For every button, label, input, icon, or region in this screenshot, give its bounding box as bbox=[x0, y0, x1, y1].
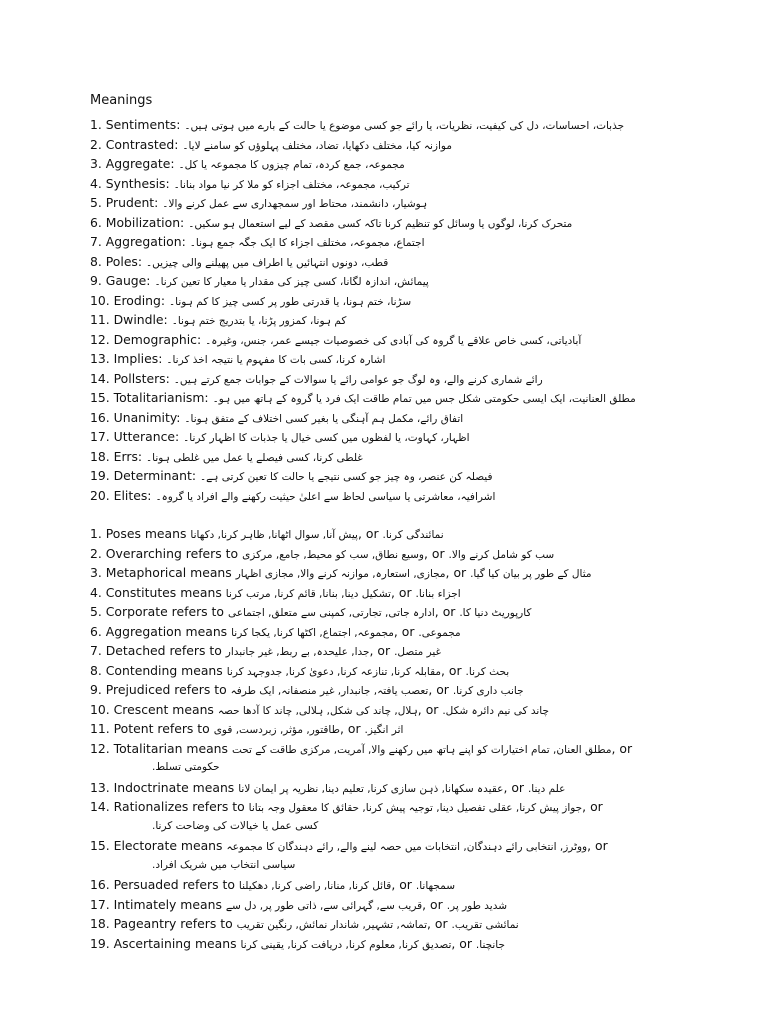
urdu-meaning: جذبات، احساسات، دل کی کیفیت، نظریات، یا رائے جو کسی موضوع یا حالت کے بارے میں ہوتی ہیں۔ bbox=[184, 120, 625, 132]
list-item: 4. Constitutes means تشکیل دینا, بنانا, قائم کرنا, مرتب کرنا, or اجزاء بنانا. bbox=[90, 584, 461, 600]
list-item: 18. Pageantry refers to تماشہ, تشہیر, شاندار نمائش, رنگین تقریب, or نمائشی تقریب. bbox=[90, 916, 519, 931]
list-item-continuation bbox=[90, 856, 690, 876]
term: 19. Determinant: bbox=[90, 468, 197, 483]
list-item-continuation bbox=[90, 758, 690, 778]
term: 10. Eroding: bbox=[90, 292, 166, 308]
or-separator: or bbox=[595, 838, 608, 853]
term: 9. Gauge: bbox=[90, 273, 151, 288]
term: 11. Potent refers to bbox=[90, 721, 210, 736]
urdu-meaning: طاقتور, مؤثر, زبردست, قوی bbox=[213, 724, 340, 736]
urdu-meaning: قطب، دونوں انتہائیں یا اطراف میں پھیلنے والی چیزیں۔ bbox=[146, 256, 389, 269]
or-separator: or bbox=[430, 896, 443, 912]
urdu-meaning: مطلق العنان, تمام اختیارات کو اپنے ہاتھ میں رکھنے والا, آمریت, مرکزی طاقت کے تحت bbox=[231, 743, 612, 756]
term: 5. Prudent: bbox=[90, 195, 159, 210]
term: 11. Dwindle: bbox=[90, 312, 168, 327]
list-item bbox=[90, 252, 690, 272]
meanings-list-2 bbox=[90, 524, 690, 953]
urdu-alternate: کسی عمل یا خیالات کی وضاحت کرنا. bbox=[152, 819, 319, 832]
urdu-meaning: اظہار، کہاوت، یا لفظوں میں کسی خیال یا جذبات کا اظہار کرنا۔ bbox=[183, 432, 470, 444]
or-separator: or bbox=[401, 623, 415, 639]
or-separator: or bbox=[448, 662, 462, 678]
list-item bbox=[90, 213, 690, 233]
meanings-list-1 bbox=[90, 115, 690, 505]
urdu-alternate: چاند کی نیم دائرہ شکل. bbox=[442, 704, 549, 717]
or-separator: or bbox=[377, 643, 391, 658]
term: 1. Sentiments: bbox=[90, 117, 181, 132]
list-item: 1. Poses means پیش آنا, سوال اٹھانا, ظاہر کرنا, دکھانا, or نمائندگی کرنا. bbox=[90, 526, 444, 541]
term: 13. Indoctrinate means bbox=[90, 779, 235, 795]
urdu-meaning: اجتماع، مجموعہ، مختلف اجزاء کا ایک جگہ جمع ہونا۔ bbox=[189, 237, 425, 249]
or-separator: or bbox=[425, 701, 439, 717]
urdu-alternate: نمائندگی کرنا. bbox=[382, 529, 444, 541]
urdu-meaning: سڑنا، ختم ہونا، یا قدرتی طور پر کسی چیز کا کم ہونا۔ bbox=[169, 295, 412, 308]
term: 8. Contending means bbox=[90, 662, 223, 678]
term: 4. Synthesis: bbox=[90, 175, 170, 191]
list-item bbox=[90, 330, 690, 350]
list-item: 13. Indoctrinate means عقیدہ سکھانا, ذہن سازی کرنا, تعلیم دینا, نظریہ پر ایمان لانا, or علم دینا. bbox=[90, 779, 566, 795]
urdu-meaning: ادارہ جاتی, تجارتی, کمپنی سے متعلق, اجتماعی bbox=[227, 607, 435, 619]
urdu-meaning: تصدیق کرنا, معلوم کرنا, دریافت کرنا, یقینی کرنا bbox=[240, 938, 452, 951]
term: 16. Persuaded refers to bbox=[90, 877, 235, 892]
list-item: 12. Totalitarian means مطلق العنان, تمام اختیارات کو اپنے ہاتھ میں رکھنے والا, آمریت, مرکزی طاقت کے تحت, or bbox=[90, 740, 633, 756]
urdu-meaning: ترکیب، مجموعہ، مختلف اجزاء کو ملا کر نیا مواد بنانا۔ bbox=[173, 178, 410, 191]
urdu-alternate: مثال کے طور پر بیان کیا گیا. bbox=[470, 568, 592, 580]
list-item bbox=[90, 291, 690, 311]
term: 13. Implies: bbox=[90, 351, 163, 366]
urdu-meaning: قائل کرنا, منانا, راضی کرنا, دھکیلنا bbox=[238, 880, 392, 892]
list-item bbox=[90, 388, 690, 408]
urdu-meaning: مطلق العنانیت، ایک ایسی حکومتی شکل جس میں تمام طاقت ایک فرد یا گروہ کے ہاتھ میں ہو۔ bbox=[212, 393, 636, 405]
list-item bbox=[90, 271, 690, 291]
urdu-meaning: عقیدہ سکھانا, ذہن سازی کرنا, تعلیم دینا, نظریہ پر ایمان لانا bbox=[238, 782, 504, 795]
term: 15. Totalitarianism: bbox=[90, 390, 209, 405]
urdu-meaning: مجموعہ، جمع کردہ، تمام چیزوں کا مجموعہ یا کل۔ bbox=[178, 159, 405, 171]
urdu-alternate: کارپوریٹ دنیا کا. bbox=[459, 607, 532, 619]
or-separator: or bbox=[399, 877, 412, 892]
urdu-alternate: حکومتی تسلط. bbox=[152, 761, 220, 773]
urdu-meaning: غلطی کرنا، کسی فیصلے یا عمل میں غلطی ہونا۔ bbox=[146, 451, 363, 464]
term: 12. Totalitarian means bbox=[90, 740, 228, 756]
term: 6. Mobilization: bbox=[90, 214, 185, 230]
term: 3. Metaphorical means bbox=[90, 565, 232, 580]
list-item bbox=[90, 174, 690, 194]
term: 14. Rationalizes refers to bbox=[90, 799, 245, 814]
urdu-meaning: اشارہ کرنا، کسی بات کا مفہوم یا نتیجہ اخذ کرنا۔ bbox=[166, 354, 386, 366]
or-separator: or bbox=[453, 565, 467, 580]
list-item bbox=[90, 369, 690, 389]
list-item: 15. Electorate means ووٹرز, انتخابی رائے دہندگان, انتخابات میں حصہ لینے والے, رائے دہندگان کا مجموعہ, or bbox=[90, 838, 608, 853]
or-separator: or bbox=[442, 604, 456, 619]
term: 8. Poles: bbox=[90, 253, 143, 269]
urdu-alternate: جانب داری کرنا. bbox=[452, 685, 524, 697]
urdu-meaning: تعصب یافتہ, جانبدار, غیر منصفانہ, ایک طرفہ bbox=[230, 685, 429, 697]
list-item: 7. Detached refers to جدا, علیحدہ, بے ربط, غیر جانبدار, or غیر متصل. bbox=[90, 643, 442, 658]
term: 5. Corporate refers to bbox=[90, 604, 224, 619]
list-item: 9. Prejudiced refers to تعصب یافتہ, جانبدار, غیر منصفانہ, ایک طرفہ, or جانب داری کرنا. bbox=[90, 682, 524, 697]
list-item: 14. Rationalizes refers to جواز پیش کرنا, عقلی تفصیل دینا, توجیہ پیش کرنا, حقائق کا معقول وجہ بتانا, or bbox=[90, 799, 603, 814]
urdu-meaning: جدا, علیحدہ, بے ربط, غیر جانبدار bbox=[225, 646, 370, 658]
term: 6. Aggregation means bbox=[90, 623, 228, 639]
term: 10. Crescent means bbox=[90, 701, 214, 717]
urdu-meaning: فیصلہ کن عنصر، وہ چیز جو کسی نتیجے یا حالت کا تعین کرتی ہے۔ bbox=[199, 471, 493, 483]
urdu-meaning: ہوشیار، دانشمند، محتاط اور سمجھداری سے عمل کرنے والا۔ bbox=[162, 198, 428, 210]
urdu-meaning: پیش آنا, سوال اٹھانا, ظاہر کرنا, دکھانا bbox=[190, 529, 358, 541]
term: 2. Overarching refers to bbox=[90, 545, 239, 561]
or-separator: or bbox=[590, 799, 603, 814]
list-item-continuation bbox=[90, 817, 690, 837]
term: 4. Constitutes means bbox=[90, 584, 222, 600]
list-item: 11. Potent refers to طاقتور, مؤثر, زبردست, قوی, or اثر انگیز. bbox=[90, 721, 404, 736]
list-item: 19. Ascertaining means تصدیق کرنا, معلوم کرنا, دریافت کرنا, یقینی کرنا, or جانچنا. bbox=[90, 935, 506, 951]
urdu-meaning: تشکیل دینا, بنانا, قائم کرنا, مرتب کرنا bbox=[225, 587, 391, 600]
or-separator: or bbox=[619, 740, 633, 756]
list-item bbox=[90, 349, 690, 369]
list-item bbox=[90, 427, 690, 447]
list-item bbox=[90, 193, 690, 213]
urdu-meaning: مقابلہ کرنا, تنازعہ کرنا, دعویٰ کرنا, جدوجہد کرنا bbox=[226, 665, 442, 678]
term: 3. Aggregate: bbox=[90, 156, 175, 171]
term: 16. Unanimity: bbox=[90, 409, 181, 425]
urdu-alternate: سیاسی انتخاب میں شریک افراد. bbox=[152, 858, 296, 871]
list-item bbox=[90, 310, 690, 330]
urdu-meaning: جواز پیش کرنا, عقلی تفصیل دینا, توجیہ پیش کرنا, حقائق کا معقول وجہ بتانا bbox=[248, 802, 583, 814]
urdu-alternate: بحث کرنا. bbox=[465, 665, 510, 678]
term: 18. Pageantry refers to bbox=[90, 916, 233, 931]
list-item bbox=[90, 232, 690, 252]
term: 12. Demographic: bbox=[90, 331, 202, 347]
urdu-meaning: اشرافیہ، معاشرتی یا سیاسی لحاظ سے اعلیٰ حیثیت رکھنے والے افراد یا گروہ۔ bbox=[155, 490, 496, 503]
term: 7. Aggregation: bbox=[90, 234, 186, 249]
urdu-meaning: قریب سے, گہرائی سے, ذاتی طور پر, دل سے bbox=[225, 899, 423, 912]
urdu-meaning: ووٹرز, انتخابی رائے دہندگان, انتخابات میں حصہ لینے والے, رائے دہندگان کا مجموعہ bbox=[226, 841, 588, 853]
or-separator: or bbox=[431, 545, 445, 561]
urdu-meaning: موازنہ کیا، مختلف دکھایا، تضاد، مختلف پہلوؤں کو سامنے لایا۔ bbox=[182, 139, 452, 152]
urdu-alternate: غیر متصل. bbox=[394, 646, 442, 658]
urdu-alternate: علم دینا. bbox=[527, 782, 566, 795]
term: 1. Poses means bbox=[90, 526, 187, 541]
list-item bbox=[90, 115, 690, 135]
urdu-meaning: آبادیاتی، کسی خاص علاقے یا گروہ کی آبادی کی خصوصیات جیسے عمر، جنس، وغیرہ۔ bbox=[205, 334, 582, 347]
urdu-alternate: نمائشی تقریب. bbox=[451, 919, 519, 931]
urdu-meaning: مجموعہ, اجتماع, اکٹھا کرنا, یکجا کرنا bbox=[231, 626, 394, 639]
term: 17. Intimately means bbox=[90, 896, 222, 912]
list-item: 10. Crescent means ہلال, چاند کی شکل, ہلالی, چاند کا آدھا حصہ, or چاند کی نیم دائرہ شکل. bbox=[90, 701, 549, 717]
section-gap bbox=[90, 505, 690, 524]
list-item: 3. Metaphorical means مجازی, استعارہ, موازنہ کرنے والا, مجازی اظہار, or مثال کے طور پر بیان کیا گیا. bbox=[90, 565, 592, 580]
term: 20. Elites: bbox=[90, 487, 152, 503]
urdu-alternate: سمجھانا. bbox=[415, 880, 456, 892]
or-separator: or bbox=[347, 721, 361, 736]
list-item bbox=[90, 466, 690, 486]
list-item: 17. Intimately means قریب سے, گہرائی سے, ذاتی طور پر, دل سے, or شدید طور پر. bbox=[90, 896, 508, 912]
or-separator: or bbox=[365, 526, 379, 541]
document-page bbox=[90, 93, 690, 953]
term: 7. Detached refers to bbox=[90, 643, 222, 658]
list-item: 8. Contending means مقابلہ کرنا, تنازعہ کرنا, دعویٰ کرنا, جدوجہد کرنا, or بحث کرنا. bbox=[90, 662, 510, 678]
or-separator: or bbox=[511, 779, 525, 795]
urdu-meaning: وسیع نطاق, سب کو محیط, جامع, مرکزی bbox=[242, 548, 425, 561]
term: 19. Ascertaining means bbox=[90, 935, 237, 951]
list-item: 2. Overarching refers to وسیع نطاق, سب کو محیط, جامع, مرکزی, or سب کو شامل کرنے والا. bbox=[90, 545, 555, 561]
list-item bbox=[90, 447, 690, 467]
urdu-alternate: مجموعی. bbox=[418, 626, 461, 639]
heading: Meanings bbox=[90, 93, 153, 108]
list-item: 6. Aggregation means مجموعہ, اجتماع, اکٹھا کرنا, یکجا کرنا, or مجموعی. bbox=[90, 623, 461, 639]
term: 17. Utterance: bbox=[90, 429, 180, 444]
urdu-meaning: کم ہونا، کمزور پڑنا، یا بتدریج ختم ہونا۔ bbox=[171, 315, 347, 327]
urdu-alternate: اثر انگیز. bbox=[364, 724, 404, 736]
list-item bbox=[90, 135, 690, 155]
or-separator: or bbox=[436, 682, 449, 697]
list-item: 5. Corporate refers to ادارہ جاتی, تجارتی, کمپنی سے متعلق, اجتماعی, or کارپوریٹ دنیا کا. bbox=[90, 604, 532, 619]
urdu-meaning: رائے شماری کرنے والے، وہ لوگ جو عوامی رائے یا سوالات کے جوابات جمع کرتے ہیں۔ bbox=[173, 373, 543, 386]
or-separator: or bbox=[459, 935, 472, 951]
list-item bbox=[90, 486, 690, 506]
term: 9. Prejudiced refers to bbox=[90, 682, 227, 697]
term: 14. Pollsters: bbox=[90, 370, 170, 386]
list-item: 16. Persuaded refers to قائل کرنا, منانا, راضی کرنا, دھکیلنا, or سمجھانا. bbox=[90, 877, 456, 892]
urdu-meaning: ہلال, چاند کی شکل, ہلالی, چاند کا آدھا حصہ bbox=[217, 704, 418, 717]
term: 18. Errs: bbox=[90, 448, 143, 464]
urdu-alternate: جانچنا. bbox=[475, 938, 506, 951]
urdu-meaning: تماشہ, تشہیر, شاندار نمائش, رنگین تقریب bbox=[236, 919, 428, 931]
urdu-meaning: اتفاق رائے، مکمل ہم آہنگی یا بغیر کسی اختلاف کے متفق ہونا۔ bbox=[184, 412, 464, 425]
urdu-meaning: مجازی, استعارہ, موازنہ کرنے والا, مجازی اظہار bbox=[235, 568, 446, 580]
list-item bbox=[90, 154, 690, 174]
or-separator: or bbox=[398, 584, 412, 600]
urdu-alternate: شدید طور پر. bbox=[446, 899, 508, 912]
urdu-meaning: پیمائش، اندازہ لگانا، کسی چیز کی مقدار یا معیار کا تعین کرنا۔ bbox=[154, 276, 429, 288]
urdu-alternate: اجزاء بنانا. bbox=[415, 587, 461, 600]
or-separator: or bbox=[434, 916, 448, 931]
urdu-alternate: سب کو شامل کرنے والا. bbox=[448, 548, 555, 561]
term: 15. Electorate means bbox=[90, 838, 223, 853]
urdu-meaning: متحرک کرنا، لوگوں یا وسائل کو تنظیم کرنا تاکہ کسی مقصد کے لیے استعمال ہو سکیں۔ bbox=[188, 217, 573, 230]
list-item bbox=[90, 408, 690, 428]
term: 2. Contrasted: bbox=[90, 136, 179, 152]
